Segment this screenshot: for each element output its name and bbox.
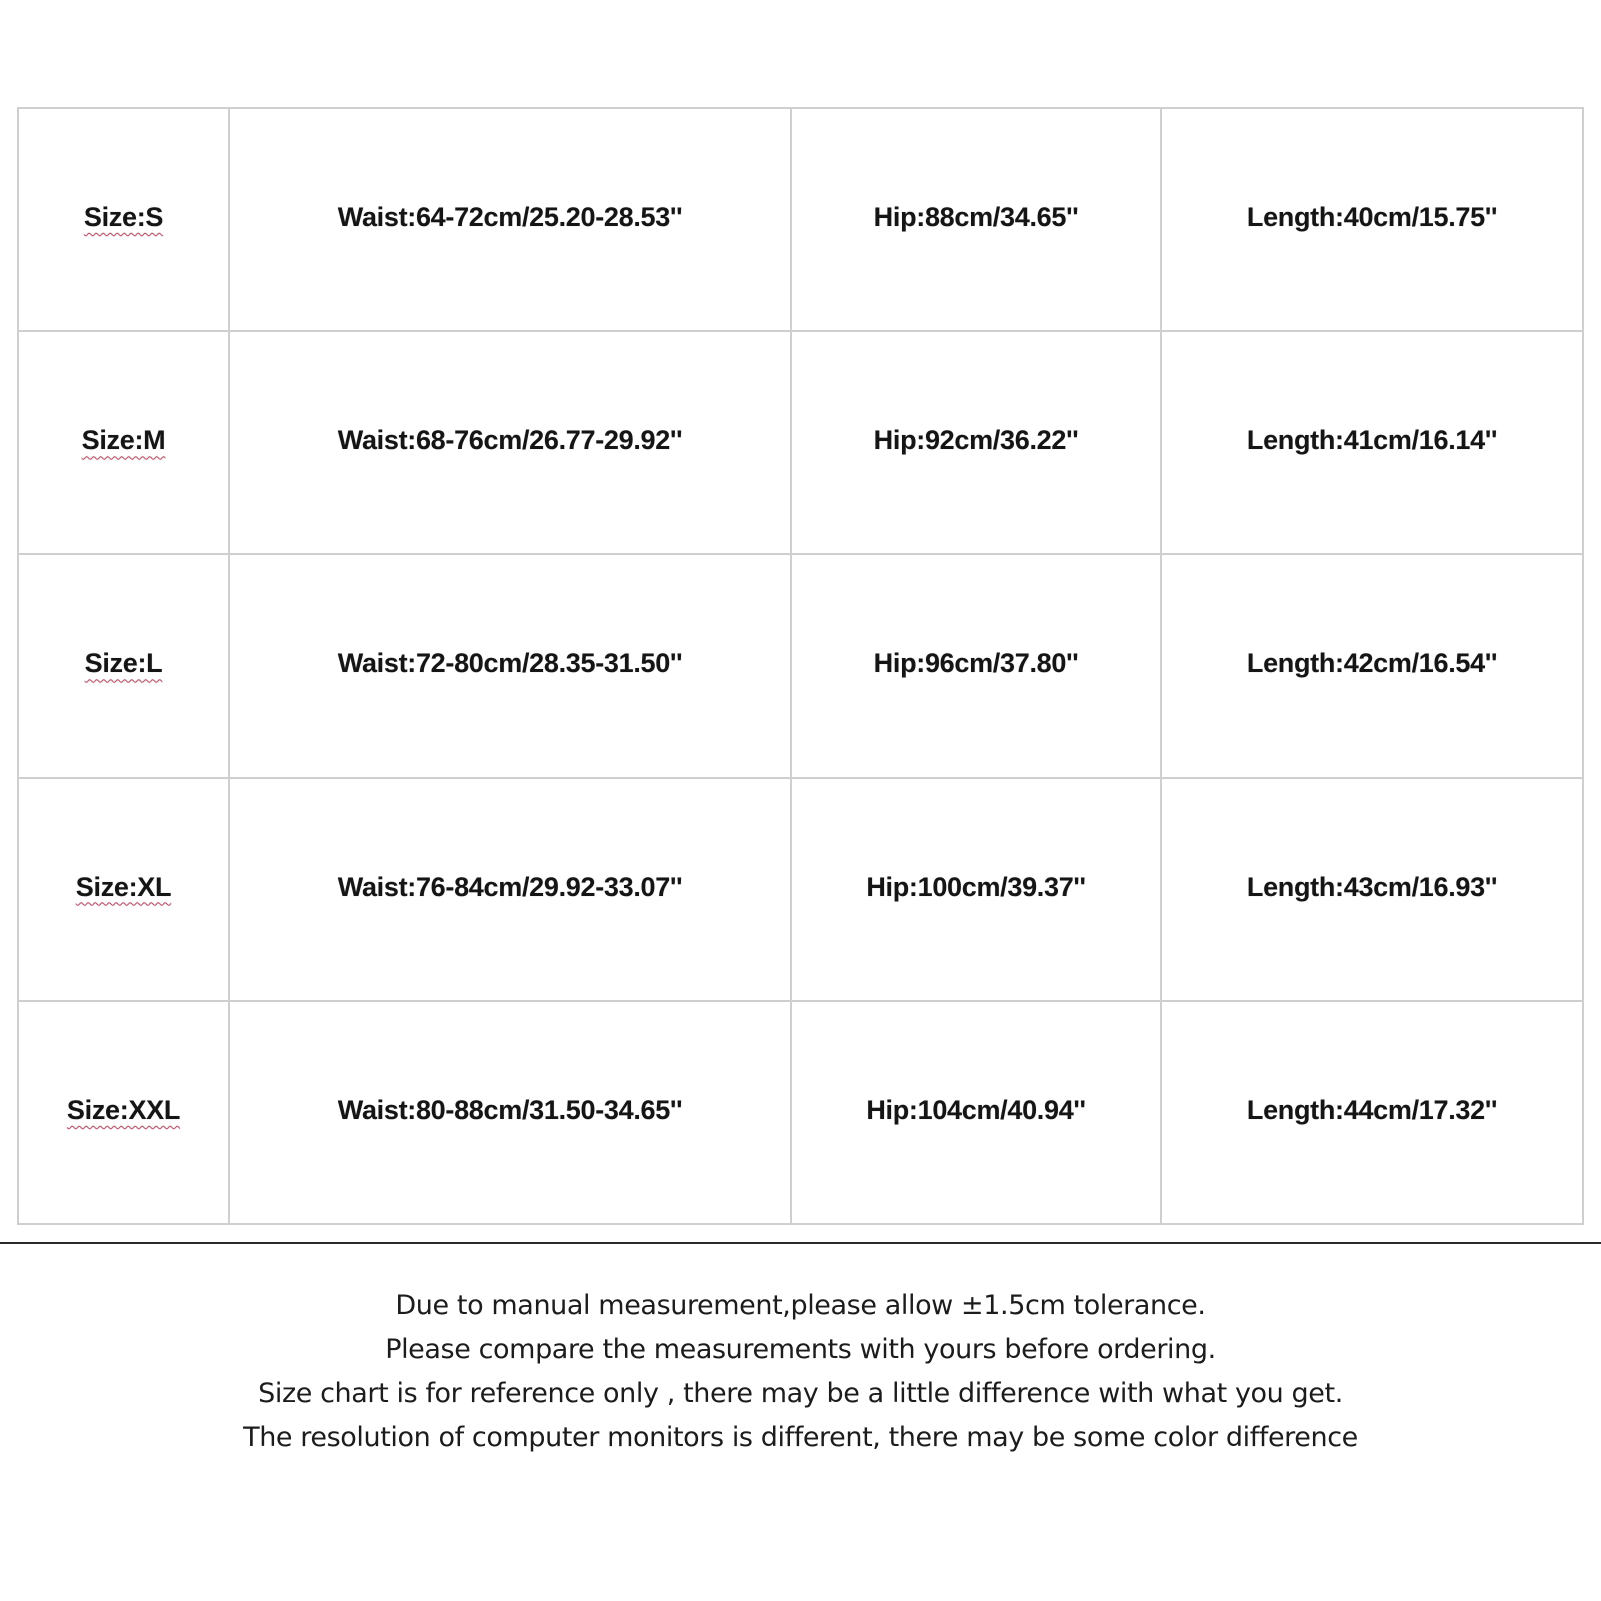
size-chart-table: [17, 107, 1584, 1225]
hip-cell: Hip:100cm/39.37'': [791, 778, 1161, 1001]
length-cell: Length:44cm/17.32'': [1161, 1001, 1583, 1224]
table-row: [18, 554, 1583, 777]
note-reference: Size chart is for reference only , there may be a little difference with what you get.: [258, 1378, 1343, 1409]
note-compare: Please compare the measurements with yours before ordering.: [385, 1334, 1216, 1365]
length-cell: Length:41cm/16.14'': [1161, 331, 1583, 554]
size-cell: Size:L: [18, 554, 229, 777]
waist-cell: Waist:68-76cm/26.77-29.92'': [229, 331, 791, 554]
waist-cell: Waist:76-84cm/29.92-33.07'': [229, 778, 791, 1001]
length-cell: Length:40cm/15.75'': [1161, 108, 1583, 331]
length-cell: Length:42cm/16.54'': [1161, 554, 1583, 777]
hip-cell: Hip:104cm/40.94'': [791, 1001, 1161, 1224]
waist-cell: Waist:72-80cm/28.35-31.50'': [229, 554, 791, 777]
waist-cell: Waist:64-72cm/25.20-28.53'': [229, 108, 791, 331]
size-cell: Size:S: [18, 108, 229, 331]
length-cell: Length:43cm/16.93'': [1161, 778, 1583, 1001]
table-row: [18, 331, 1583, 554]
size-cell: Size:M: [18, 331, 229, 554]
hip-cell: Hip:88cm/34.65'': [791, 108, 1161, 331]
hip-cell: Hip:96cm/37.80'': [791, 554, 1161, 777]
waist-cell: Waist:80-88cm/31.50-34.65'': [229, 1001, 791, 1224]
hip-cell: Hip:92cm/36.22'': [791, 331, 1161, 554]
divider-line: [0, 1242, 1601, 1244]
size-cell: Size:XL: [18, 778, 229, 1001]
table-row: [18, 108, 1583, 331]
note-color: The resolution of computer monitors is different, there may be some color difference: [243, 1422, 1358, 1453]
table-row: [18, 1001, 1583, 1224]
note-tolerance: Due to manual measurement,please allow ±1.5cm tolerance.: [395, 1290, 1206, 1321]
size-cell: Size:XXL: [18, 1001, 229, 1224]
measurement-notes: [0, 1284, 1601, 1460]
table-row: [18, 778, 1583, 1001]
